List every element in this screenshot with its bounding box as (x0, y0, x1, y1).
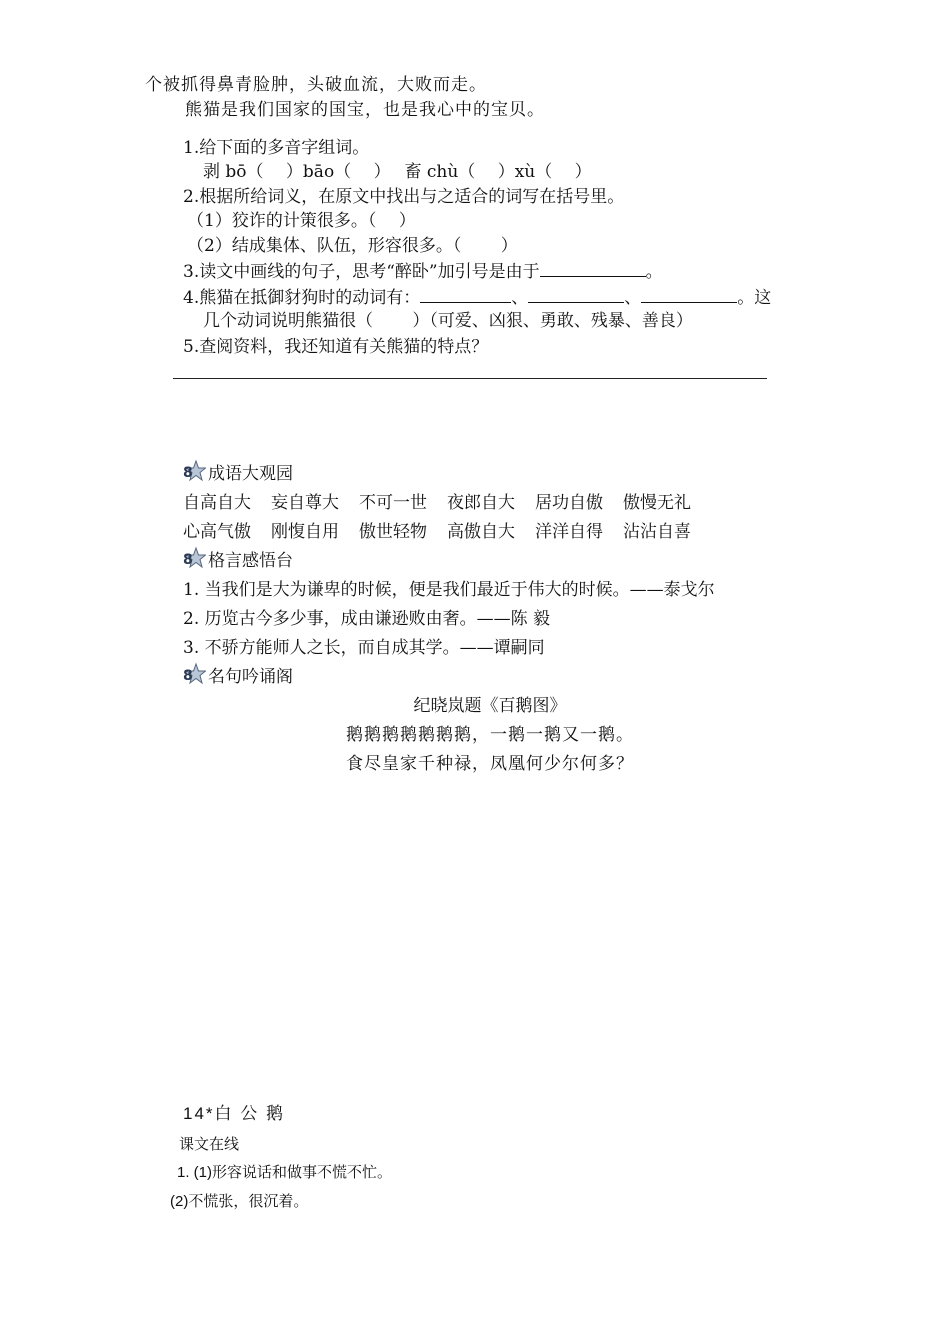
answer-blank[interactable] (641, 286, 737, 303)
answer-blank[interactable] (420, 286, 511, 303)
poem-heading: 名句吟诵阁 (208, 667, 293, 687)
answer-blank[interactable] (528, 286, 624, 303)
lesson-title: 14*白 公 鹅 (183, 1104, 285, 1123)
question-4 (183, 286, 771, 309)
poem-line-2: 食尽皇家千种禄，凤凰何少尔何多？ (346, 754, 634, 774)
mottos-heading: 格言感悟台 (208, 551, 293, 571)
question-3-text: 3.读文中画线的句子，思考“醉卧”加引号是由于 (183, 262, 540, 282)
poem-title: 纪晓岚题《百鹅图》 (413, 696, 567, 716)
idiom: 妄自尊大 (271, 493, 339, 513)
poem-line-1: 鹅鹅鹅鹅鹅鹅鹅，一鹅一鹅又一鹅。 (346, 725, 634, 745)
question-2-a: （1）狡诈的计策很多。（ ） (187, 211, 416, 231)
lesson-answer-2: (2)不慌张，很沉着。 (170, 1193, 309, 1210)
idiom: 刚愎自用 (271, 522, 339, 542)
question-4-line-2: 几个动词说明熊猫很（ ）（可爱、凶狠、勇敢、残暴、善良） (203, 311, 693, 331)
svg-text:8: 8 (183, 668, 193, 684)
idioms-heading: 成语大观园 (208, 464, 293, 484)
idiom: 沾沾自喜 (623, 522, 691, 542)
question-4-text: 4.熊猫在抵御豺狗时的动词有： (183, 288, 421, 308)
question-1: 1.给下面的多音字组词。 (183, 138, 370, 158)
separator: 、 (624, 288, 642, 308)
star-bullet-icon (182, 459, 206, 483)
motto-1: 1. 当我们是大为谦卑的时候，便是我们最近于伟大的时候。——泰戈尔 (183, 580, 715, 600)
question-3-end: 。 (645, 262, 663, 282)
question-4-end: 。这 (737, 288, 772, 308)
passage-line-2: 熊猫是我们国家的国宝，也是我心中的宝贝。 (185, 100, 545, 120)
star-bullet-icon (182, 546, 206, 570)
question-2: 2.根据所给词义，在原文中找出与之适合的词写在括号里。 (183, 187, 625, 207)
idiom: 傲世轻物 (359, 522, 427, 542)
motto-2: 2. 历览古今多少事，成由谦逊败由奢。——陈 毅 (183, 609, 551, 629)
lesson-answer-1: 1. (1)形容说话和做事不慌不忙。 (177, 1164, 393, 1181)
passage-line-1: 个被抓得鼻青脸肿，头破血流，大败而走。 (145, 75, 487, 95)
idiom: 高傲自大 (447, 522, 515, 542)
idiom: 洋洋自得 (535, 522, 603, 542)
idioms-row-1 (183, 492, 711, 514)
idioms-row-2 (183, 521, 711, 543)
idiom: 夜郎自大 (447, 493, 515, 513)
svg-text:8: 8 (183, 465, 193, 481)
separator: 、 (511, 288, 529, 308)
question-2-b: （2）结成集体、队伍，形容很多。（ ） (187, 236, 518, 256)
svg-text:8: 8 (183, 552, 193, 568)
answer-line[interactable] (173, 378, 767, 379)
idiom: 居功自傲 (535, 493, 603, 513)
question-1-items: 剥 bō（ ）bāo（ ） 畜 chù（ ）xù（ ） (203, 162, 592, 182)
answer-blank[interactable] (540, 260, 646, 277)
question-3 (183, 260, 663, 283)
question-5: 5.查阅资料，我还知道有关熊猫的特点？ (183, 337, 489, 357)
idiom: 不可一世 (359, 493, 427, 513)
star-bullet-icon (182, 662, 206, 686)
idiom: 心高气傲 (183, 522, 251, 542)
lesson-subheading: 课文在线 (179, 1135, 240, 1153)
idiom: 傲慢无礼 (623, 493, 691, 513)
idiom: 自高自大 (183, 493, 251, 513)
motto-3: 3. 不骄方能师人之长，而自成其学。——谭嗣同 (183, 638, 545, 658)
